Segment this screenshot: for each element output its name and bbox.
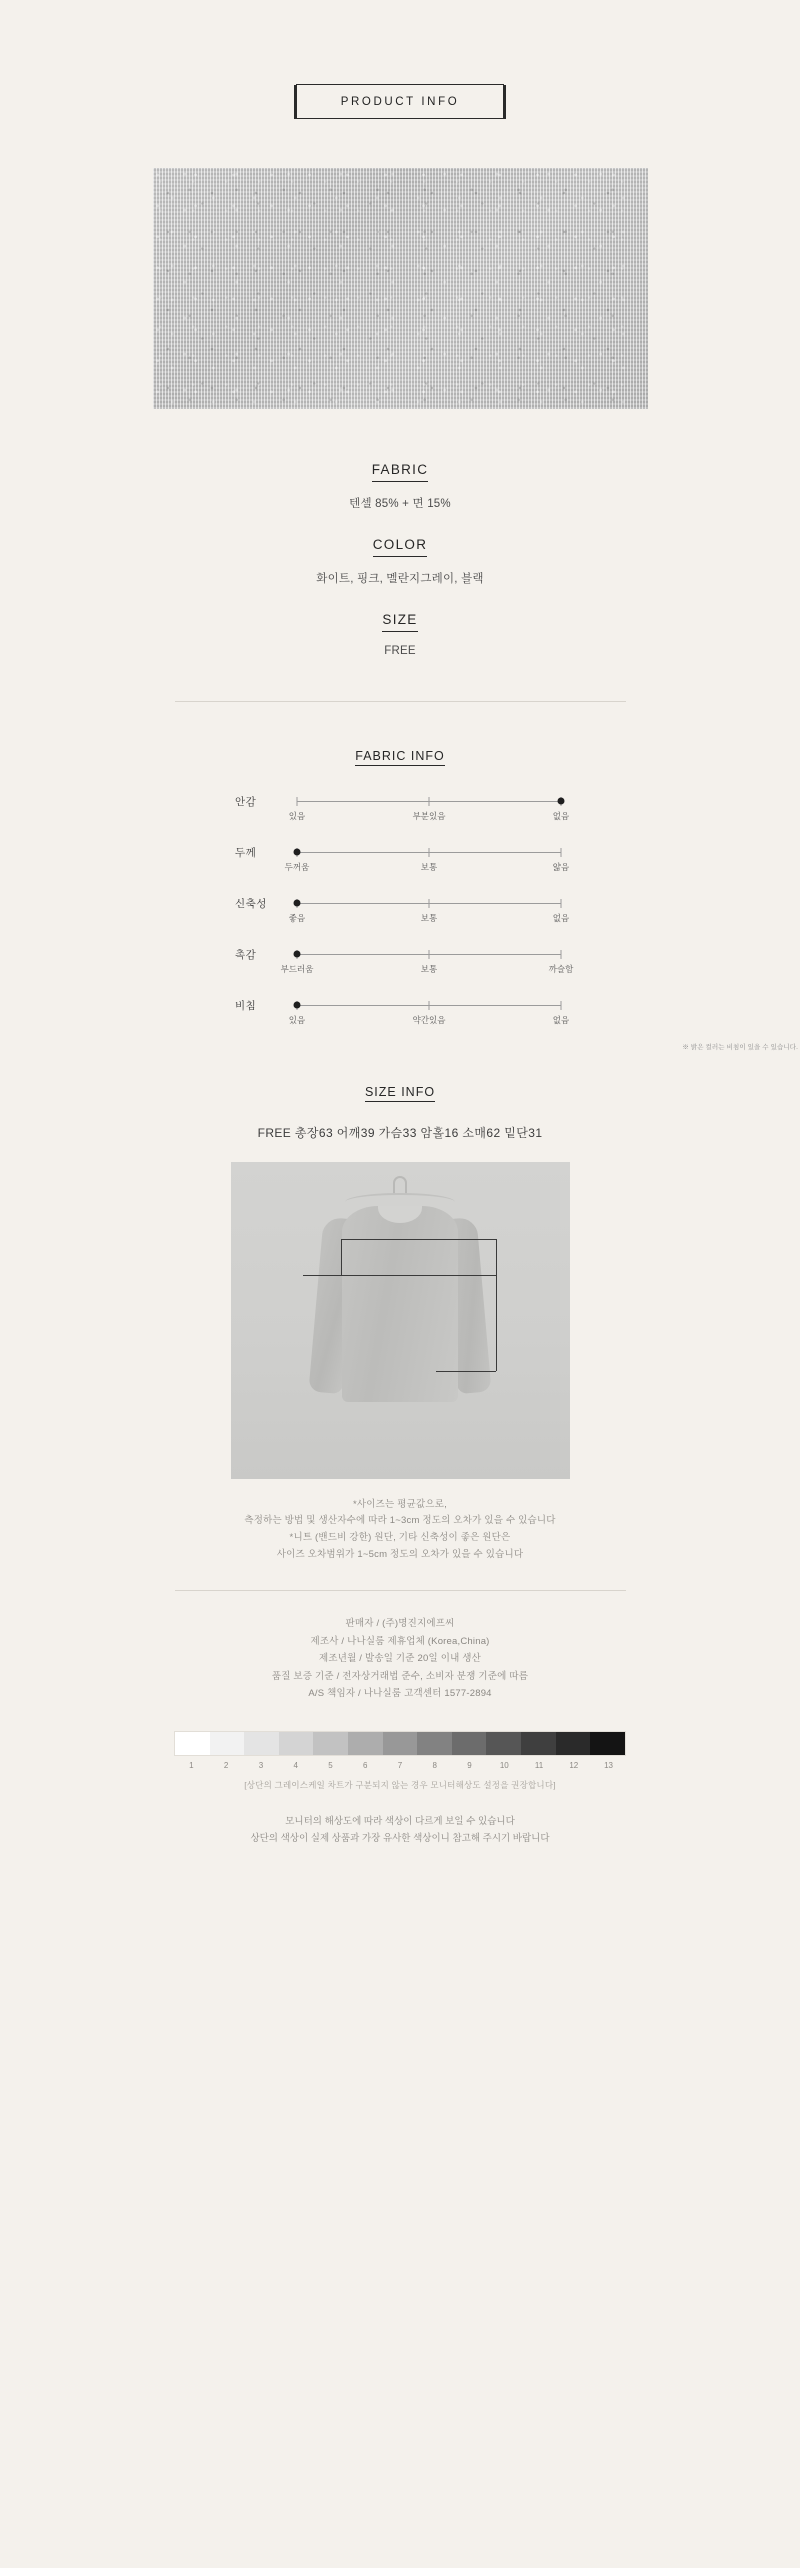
gray-scale-number: 6	[362, 1760, 368, 1770]
fabric-info-row	[235, 844, 570, 874]
fabric-info-marker	[294, 1001, 301, 1008]
fabric-swatch-section	[0, 168, 800, 409]
fabric-info-note: ※ 밝은 컬러는 비침이 있을 수 있습니다.	[682, 1043, 798, 1051]
divider-top	[175, 701, 626, 702]
fabric-info-caption: 부드러움	[280, 963, 314, 974]
fabric-info-caption: 있음	[288, 810, 306, 821]
fabric-info-marker	[294, 899, 301, 906]
measure-line-shoulder	[341, 1239, 496, 1240]
gray-scale-number: 5	[328, 1760, 333, 1770]
gray-scale-swatch	[521, 1732, 556, 1755]
fabric-info-caption: 좋음	[288, 912, 306, 923]
gray-scale-bars	[174, 1731, 626, 1756]
fabric-info-title: FABRIC INFO	[355, 749, 444, 766]
fabric-info-caption: 있음	[288, 1014, 306, 1025]
spec-value-color: 화이트, 핑크, 멜란지그레이, 블랙	[316, 572, 484, 585]
fabric-info-caption: 두꺼움	[284, 861, 310, 872]
fabric-info-caption: 부분있음	[412, 810, 446, 821]
gray-scale-swatch	[313, 1732, 348, 1755]
gray-scale-swatch	[383, 1732, 418, 1755]
fabric-info-tick	[429, 797, 430, 806]
fabric-info-row	[235, 997, 570, 1027]
gray-scale-swatch	[279, 1732, 314, 1755]
gray-scale-number: 12	[569, 1760, 579, 1770]
fabric-info-scale	[288, 793, 570, 823]
gray-scale-swatch	[348, 1732, 383, 1755]
fabric-info-tick	[561, 848, 562, 857]
gray-scale-number: 11	[534, 1760, 544, 1770]
fabric-info-tick	[429, 950, 430, 959]
fabric-info-scale	[288, 997, 570, 1027]
spec-label-size: SIZE	[382, 612, 417, 632]
garment-body	[342, 1206, 458, 1402]
fabric-info-section	[0, 747, 800, 1051]
fabric-info-caption: 없음	[552, 912, 570, 923]
seller-info-line: 제조사 / 나나실룸 제휴업체 (Korea,China)	[310, 1635, 490, 1647]
spec-group-fabric	[0, 461, 800, 511]
gray-scale-number: 3	[258, 1760, 264, 1770]
disclaimer-line: *사이즈는 평균값으로,	[353, 1498, 447, 1510]
disclaimer-line: *니트 (밴드비 강한) 원단, 기타 신축성이 좋은 원단은	[289, 1531, 511, 1543]
seller-info-line: A/S 책임자 / 나나실룸 고객센터 1577-2894	[308, 1688, 492, 1700]
fabric-info-captions	[288, 912, 570, 925]
seller-info-line: 판매자 / (주)명진지에프씨	[345, 1618, 455, 1630]
garment-photo-section	[0, 1162, 800, 1479]
fabric-info-scale	[284, 844, 570, 874]
fabric-info-caption: 없음	[552, 1014, 570, 1025]
gray-scale-section	[0, 1731, 800, 1791]
gray-scale-swatch	[452, 1732, 487, 1755]
gray-scale-caption: [상단의 그레이스케일 차트가 구분되지 않는 경우 모니터해상도 설정을 권장합니다]	[244, 1779, 556, 1790]
fabric-info-marker	[294, 848, 301, 855]
seller-info-line: 제조년월 / 발송일 기준 20일 이내 생산	[318, 1653, 482, 1665]
product-info-header-box	[296, 84, 505, 119]
gray-scale-number: 7	[397, 1760, 403, 1770]
gray-scale-swatch	[417, 1732, 452, 1755]
fabric-info-row-label: 두께	[235, 846, 257, 859]
fabric-info-caption: 없음	[552, 810, 570, 821]
fabric-info-row	[235, 946, 574, 976]
fabric-info-tick	[561, 899, 562, 908]
spec-label-color: COLOR	[373, 537, 428, 557]
seller-info-line: 품질 보증 기준 / 전자상거래법 준수, 소비자 분쟁 기준에 따름	[271, 1670, 529, 1682]
fabric-info-marker	[294, 950, 301, 957]
fabric-swatch-image	[153, 168, 648, 409]
footer-notes	[0, 1813, 800, 1907]
hanger-hook-icon	[393, 1176, 407, 1194]
fabric-info-row-label: 비침	[235, 999, 257, 1012]
spec-value-fabric: 텐셀 85% + 면 15%	[349, 497, 451, 510]
fabric-info-tick	[561, 950, 562, 959]
gray-scale-swatch	[210, 1732, 245, 1755]
fabric-info-captions	[280, 963, 574, 976]
fabric-info-captions	[288, 1014, 570, 1027]
fabric-info-captions	[288, 810, 570, 823]
fabric-info-tick	[561, 1001, 562, 1010]
size-measurement-text: FREE 총장63 어깨39 가슴33 암홀16 소매62 밑단31	[257, 1125, 543, 1140]
fabric-info-tick	[297, 797, 298, 806]
gray-scale-swatch	[556, 1732, 591, 1755]
gray-scale-numbers	[174, 1761, 626, 1770]
divider-bottom	[175, 1590, 626, 1591]
measure-line-armhole	[341, 1239, 342, 1275]
spec-group-size	[0, 611, 800, 657]
gray-scale-chart	[174, 1731, 626, 1791]
footer-note-line: 모니터의 해상도에 따라 색상이 다르게 보일 수 있습니다	[285, 1815, 515, 1827]
gray-scale-swatch	[175, 1732, 210, 1755]
fabric-info-captions	[284, 861, 570, 874]
fabric-info-row	[235, 895, 570, 925]
fabric-info-tick	[429, 1001, 430, 1010]
fabric-info-scale	[280, 946, 574, 976]
fabric-info-track	[293, 848, 565, 857]
size-disclaimer-notes	[0, 1497, 800, 1564]
fabric-info-row-label: 촉감	[235, 948, 257, 961]
disclaimer-line: 사이즈 오차범위가 1~5cm 정도의 오차가 있을 수 있습니다	[276, 1548, 524, 1560]
fabric-info-track	[293, 797, 565, 806]
fabric-info-tick	[429, 848, 430, 857]
header-section	[0, 0, 800, 119]
fabric-info-caption: 까슬함	[548, 963, 574, 974]
fabric-info-track	[293, 950, 565, 959]
fabric-info-row-label: 안감	[235, 795, 257, 808]
gray-scale-number: 9	[467, 1760, 472, 1770]
gray-scale-number: 10	[499, 1760, 509, 1770]
gray-scale-number: 4	[293, 1760, 298, 1770]
garment-photo	[231, 1162, 570, 1479]
fabric-info-marker	[558, 797, 565, 804]
fabric-info-caption: 보통	[420, 963, 438, 974]
gray-scale-swatch	[244, 1732, 279, 1755]
spec-value-size: FREE	[384, 644, 416, 657]
fabric-info-track	[293, 1001, 565, 1010]
fabric-info-tick	[429, 899, 430, 908]
fabric-info-caption: 보통	[420, 861, 438, 872]
page-title: PRODUCT INFO	[340, 96, 460, 108]
fabric-info-rows	[235, 793, 574, 1027]
spec-label-fabric: FABRIC	[372, 462, 429, 482]
disclaimer-line: 측정하는 방법 및 생산자수에 따라 1~3cm 정도의 오차가 있을 수 있습니다	[244, 1515, 556, 1527]
measure-line-length	[496, 1239, 497, 1371]
fabric-info-scale	[288, 895, 570, 925]
footer-note-line: 상단의 색상이 실제 상품과 가장 유사한 색상이니 참고해 주시기 바랍니다	[250, 1833, 550, 1845]
fabric-info-caption: 약간있음	[412, 1014, 446, 1025]
gray-scale-number: 2	[223, 1760, 229, 1770]
seller-info-block	[0, 1615, 800, 1703]
size-info-section	[0, 1083, 800, 1141]
size-info-title: SIZE INFO	[365, 1085, 435, 1102]
gray-scale-number: 1	[189, 1760, 194, 1770]
hanger-bar-icon	[345, 1193, 455, 1202]
spec-list	[0, 461, 800, 657]
spec-group-color	[0, 536, 800, 586]
measure-line-hem	[436, 1371, 496, 1372]
fabric-info-row-label: 신축성	[235, 897, 267, 910]
gray-scale-swatch	[590, 1732, 625, 1755]
fabric-info-caption: 얇음	[552, 861, 570, 872]
gray-scale-number: 8	[432, 1760, 437, 1770]
measure-line-chest	[303, 1275, 496, 1276]
fabric-info-caption: 보통	[420, 912, 438, 923]
gray-scale-swatch	[486, 1732, 521, 1755]
gray-scale-number: 13	[604, 1760, 614, 1770]
fabric-info-track	[293, 899, 565, 908]
fabric-info-row	[235, 793, 570, 823]
